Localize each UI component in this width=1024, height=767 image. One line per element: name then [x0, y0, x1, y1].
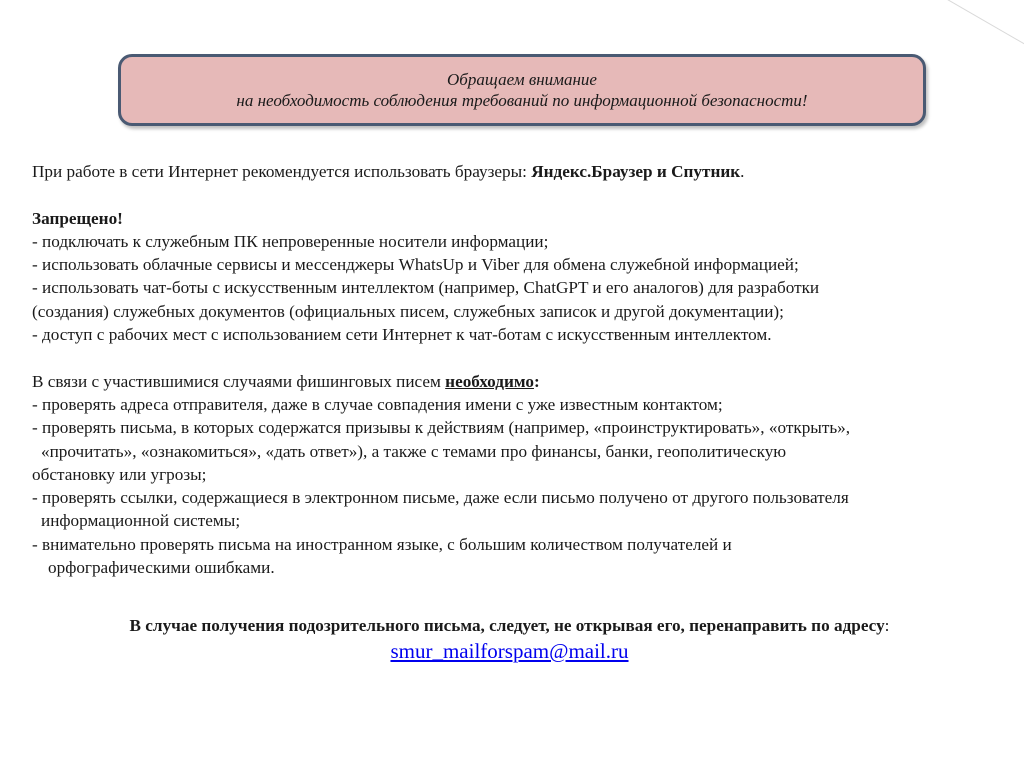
phishing-item: информационной системы; — [41, 511, 241, 531]
browsers-prefix: При работе в сети Интернет рекомендуется использовать браузеры: — [32, 162, 532, 181]
notice-line-2: на необходимость соблюдения требований по информационной безопасности! — [236, 91, 808, 110]
final-colon: : — [884, 616, 890, 635]
browsers-suffix: . — [740, 162, 745, 181]
forbidden-item: - использовать облачные сервисы и мессенджеры WhatsUp и Viber для обмена служебной информацией; — [32, 255, 799, 275]
spacer — [32, 183, 1000, 206]
phishing-item: - проверять письма, в которых содержатся призывы к действиям (например, «проинструктировать», «открыть», — [32, 418, 851, 438]
browsers-paragraph — [32, 160, 1000, 183]
phishing-intro-text: В связи с участившимися случаями фишинговых писем — [32, 371, 446, 391]
forbidden-item: (создания) служебных документов (официальных писем, служебных записок и другой документации); — [32, 301, 784, 321]
final-text-line — [32, 614, 987, 638]
notice-line-1: Обращаем внимание — [447, 70, 597, 89]
phishing-colon: : — [533, 371, 540, 391]
phishing-item: - внимательно проверять письма на иностранном языке, с большим количеством получателей и — [32, 534, 732, 554]
spam-email-link[interactable]: smur_mailforspam@mail.ru — [390, 639, 629, 663]
phishing-item: «прочитать», «ознакомиться», «дать ответ»), а также с темами про финансы, банки, геополитическую — [41, 441, 787, 461]
forbidden-item: - подключать к служебным ПК непроверенные носители информации; — [32, 231, 549, 251]
document-body — [32, 160, 1000, 579]
forbidden-item: - использовать чат-боты с искусственным интеллектом (например, ChatGPT и его аналогов) для разработки — [32, 278, 820, 298]
forbidden-item: - доступ с рабочих мест с использованием сети Интернет к чат-ботам с искусственным интеллектом. — [32, 325, 772, 345]
final-text: В случае получения подозрительного письма, следует, не открывая его, перенаправить по адресу — [129, 616, 885, 635]
browsers-names: Яндекс.Браузер и Спутник — [531, 162, 741, 181]
notice-box — [118, 54, 926, 126]
phishing-item: - проверять ссылки, содержащиеся в электронном письме, даже если письмо получено от другого пользователя — [32, 488, 849, 508]
forbidden-title: Запрещено! — [32, 208, 123, 228]
phishing-keyword: необходимо — [445, 371, 534, 391]
final-instruction — [32, 614, 987, 665]
phishing-item: - проверять адреса отправителя, даже в случае совпадения имени с уже известным контактом; — [32, 394, 723, 414]
phishing-item: орфографическими ошибками. — [48, 558, 275, 578]
phishing-intro — [32, 370, 1000, 393]
phishing-item: обстановку или угрозы; — [32, 464, 207, 484]
spacer — [32, 346, 1000, 369]
